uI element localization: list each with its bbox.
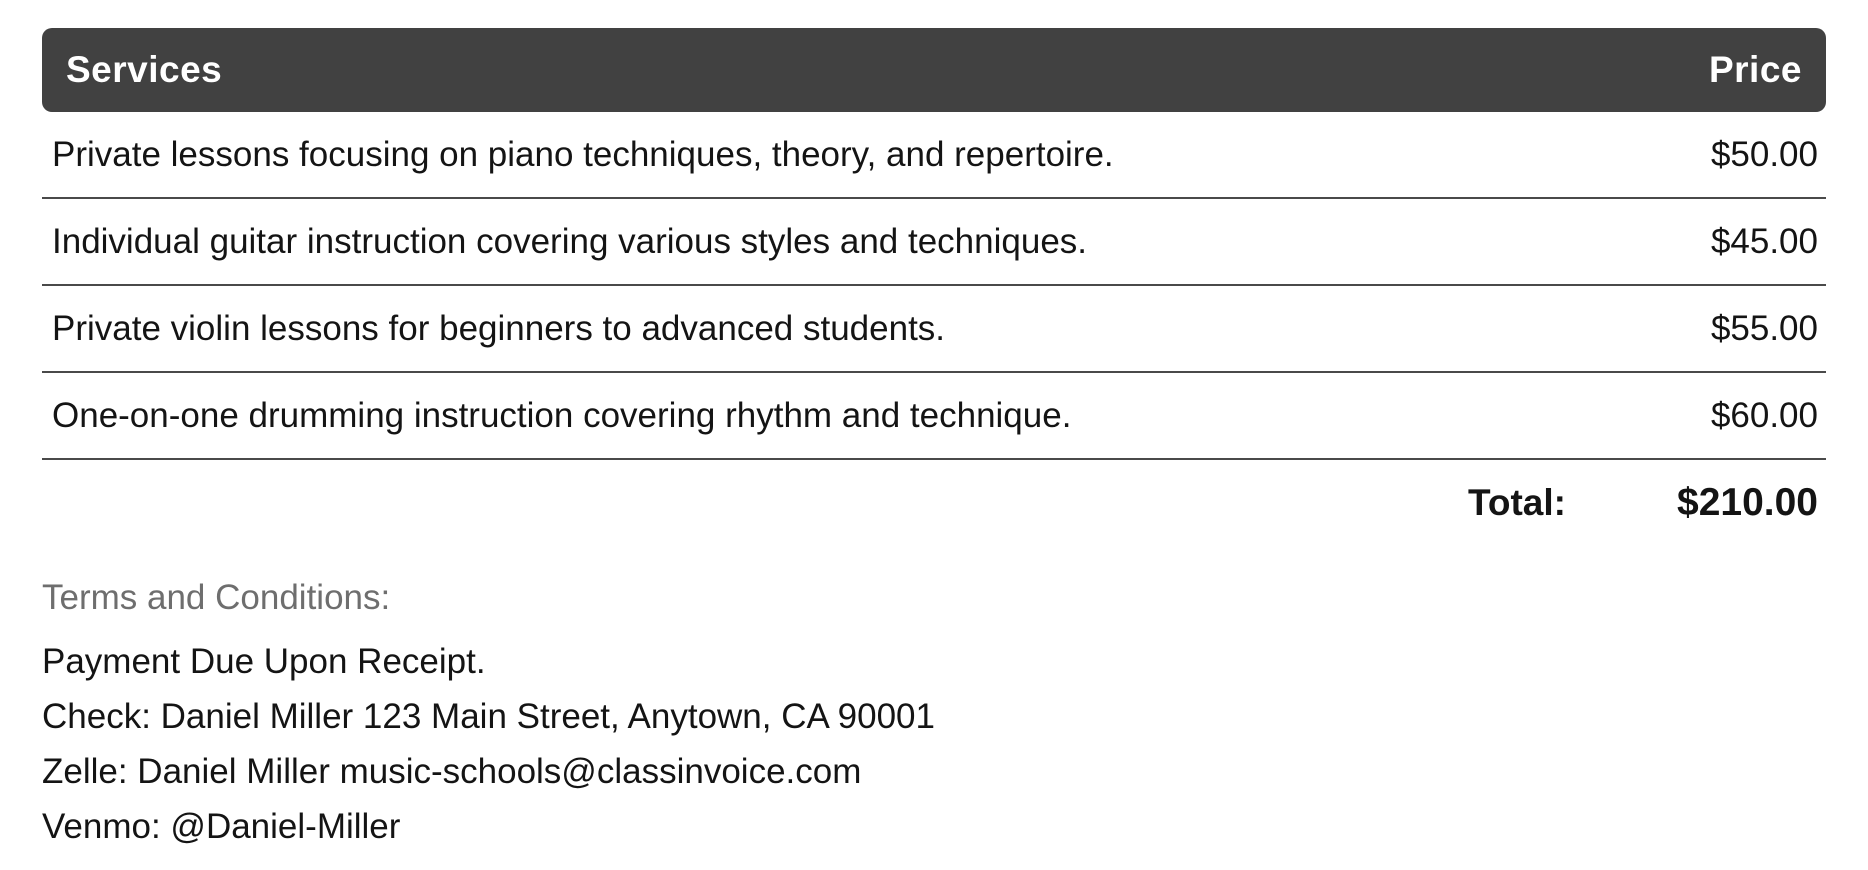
table-row	[42, 112, 1826, 199]
total-value: $210.00	[1677, 481, 1818, 524]
service-price: $60.00	[1710, 395, 1818, 435]
total-label: Total:	[1468, 482, 1566, 523]
price-column-header: Price	[1708, 49, 1802, 90]
total-row	[42, 460, 1826, 546]
service-description: One-on-one drumming instruction covering rhythm and technique.	[52, 395, 1072, 435]
table-row	[42, 199, 1826, 286]
service-description: Private violin lessons for beginners to advanced students.	[52, 308, 946, 348]
terms-line-venmo: Venmo: @Daniel-Miller	[42, 807, 401, 846]
terms-line-payment: Payment Due Upon Receipt.	[42, 642, 486, 681]
terms-section	[42, 578, 1826, 854]
terms-line-check: Check: Daniel Miller 123 Main Street, Anytown, CA 90001	[42, 697, 935, 736]
table-header-row	[42, 28, 1826, 112]
service-description: Individual guitar instruction covering various styles and techniques.	[52, 221, 1088, 261]
table-row	[42, 373, 1826, 460]
terms-heading: Terms and Conditions:	[42, 578, 391, 617]
table-row	[42, 286, 1826, 373]
services-column-header: Services	[66, 49, 223, 90]
terms-line-zelle: Zelle: Daniel Miller music-schools@classinvoice.com	[42, 752, 862, 791]
services-table	[42, 28, 1826, 546]
service-price: $55.00	[1710, 308, 1818, 348]
service-price: $50.00	[1710, 134, 1818, 174]
service-description: Private lessons focusing on piano techniques, theory, and repertoire.	[52, 134, 1114, 174]
service-price: $45.00	[1710, 221, 1818, 261]
